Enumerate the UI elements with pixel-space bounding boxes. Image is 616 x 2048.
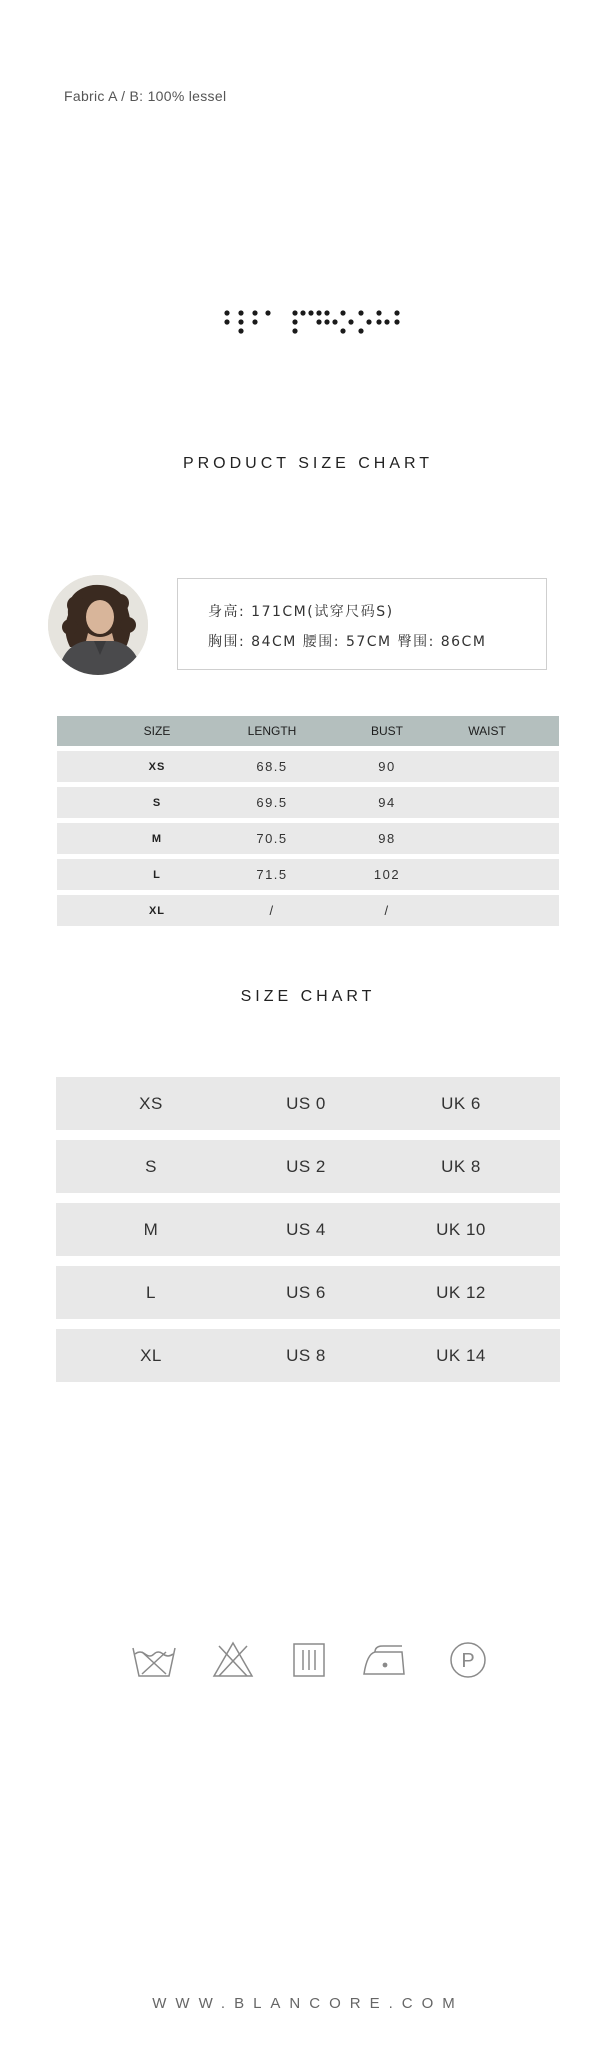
product-size-chart-title: PRODUCT SIZE CHART	[182, 455, 434, 472]
header-length: LENGTH	[247, 724, 297, 738]
table-row	[57, 787, 559, 818]
model-height-text: 身高: 171CM(试穿尺码S)	[208, 604, 394, 620]
table-row	[57, 859, 559, 890]
do-not-bleach-icon	[211, 1640, 255, 1680]
row-bust: 94	[378, 795, 396, 810]
table-header-row	[57, 716, 559, 746]
conv-us: US 2	[286, 1156, 326, 1176]
header-bust: BUST	[370, 724, 403, 738]
conv-us: US 8	[286, 1345, 326, 1365]
size-conversion-table	[56, 1077, 560, 1392]
conv-uk: UK 6	[441, 1093, 481, 1113]
conv-uk: UK 8	[441, 1156, 481, 1176]
hand-wash-icon	[130, 1640, 178, 1680]
model-body-measurements-text: 胸围: 84CM 腰围: 57CM 臀围: 86CM	[208, 634, 487, 650]
row-size: XL	[148, 904, 166, 917]
iron-low-icon	[361, 1640, 407, 1680]
header-waist: WAIST	[468, 724, 506, 738]
product-size-table	[57, 716, 559, 931]
row-length: 69.5	[256, 795, 288, 810]
size-chart-title: SIZE CHART	[240, 988, 376, 1005]
table-row	[56, 1140, 560, 1193]
table-row	[57, 751, 559, 782]
row-bust: /	[384, 903, 390, 918]
table-row	[57, 895, 559, 926]
conv-us: US 0	[286, 1093, 326, 1113]
row-waist	[442, 895, 532, 926]
row-bust: 98	[378, 831, 396, 846]
row-waist	[442, 823, 532, 854]
table-row	[56, 1329, 560, 1382]
row-bust: 90	[378, 759, 396, 774]
row-length: 70.5	[256, 831, 288, 846]
footer-website: WWW.BLANCORE.COM	[152, 1995, 464, 2012]
row-size: L	[153, 868, 161, 881]
conv-size: M	[143, 1219, 159, 1239]
conv-uk: UK 10	[436, 1219, 486, 1239]
conv-us: US 4	[286, 1219, 326, 1239]
conv-uk: UK 14	[436, 1345, 486, 1365]
row-bust: 102	[373, 867, 401, 882]
braille-logo-icon	[221, 307, 401, 337]
table-row	[56, 1203, 560, 1256]
row-length: 71.5	[256, 867, 288, 882]
table-row	[57, 823, 559, 854]
row-waist	[442, 751, 532, 782]
model-portrait-image	[48, 575, 148, 675]
dry-clean-p-letter: P	[461, 1650, 475, 1672]
row-length: 68.5	[256, 759, 288, 774]
conv-uk: UK 12	[436, 1282, 486, 1302]
tumble-dry-icon	[291, 1640, 327, 1680]
conv-size: XL	[140, 1345, 162, 1365]
row-waist	[442, 859, 532, 890]
conv-size: XS	[139, 1093, 163, 1113]
care-instructions	[126, 1640, 496, 1690]
conv-size: S	[145, 1156, 157, 1176]
row-size: S	[152, 796, 162, 809]
row-waist	[442, 787, 532, 818]
dry-clean-p-icon	[448, 1640, 488, 1680]
row-size: M	[151, 832, 163, 845]
table-row	[56, 1077, 560, 1130]
model-avatar	[48, 575, 148, 675]
fabric-note: Fabric A / B: 100% lessel	[64, 88, 227, 104]
conv-size: L	[146, 1282, 156, 1302]
row-size: XS	[148, 760, 166, 773]
table-row	[56, 1266, 560, 1319]
header-size: SIZE	[143, 724, 171, 738]
model-measurements-box	[177, 578, 547, 670]
row-length: /	[269, 903, 275, 918]
conv-us: US 6	[286, 1282, 326, 1302]
